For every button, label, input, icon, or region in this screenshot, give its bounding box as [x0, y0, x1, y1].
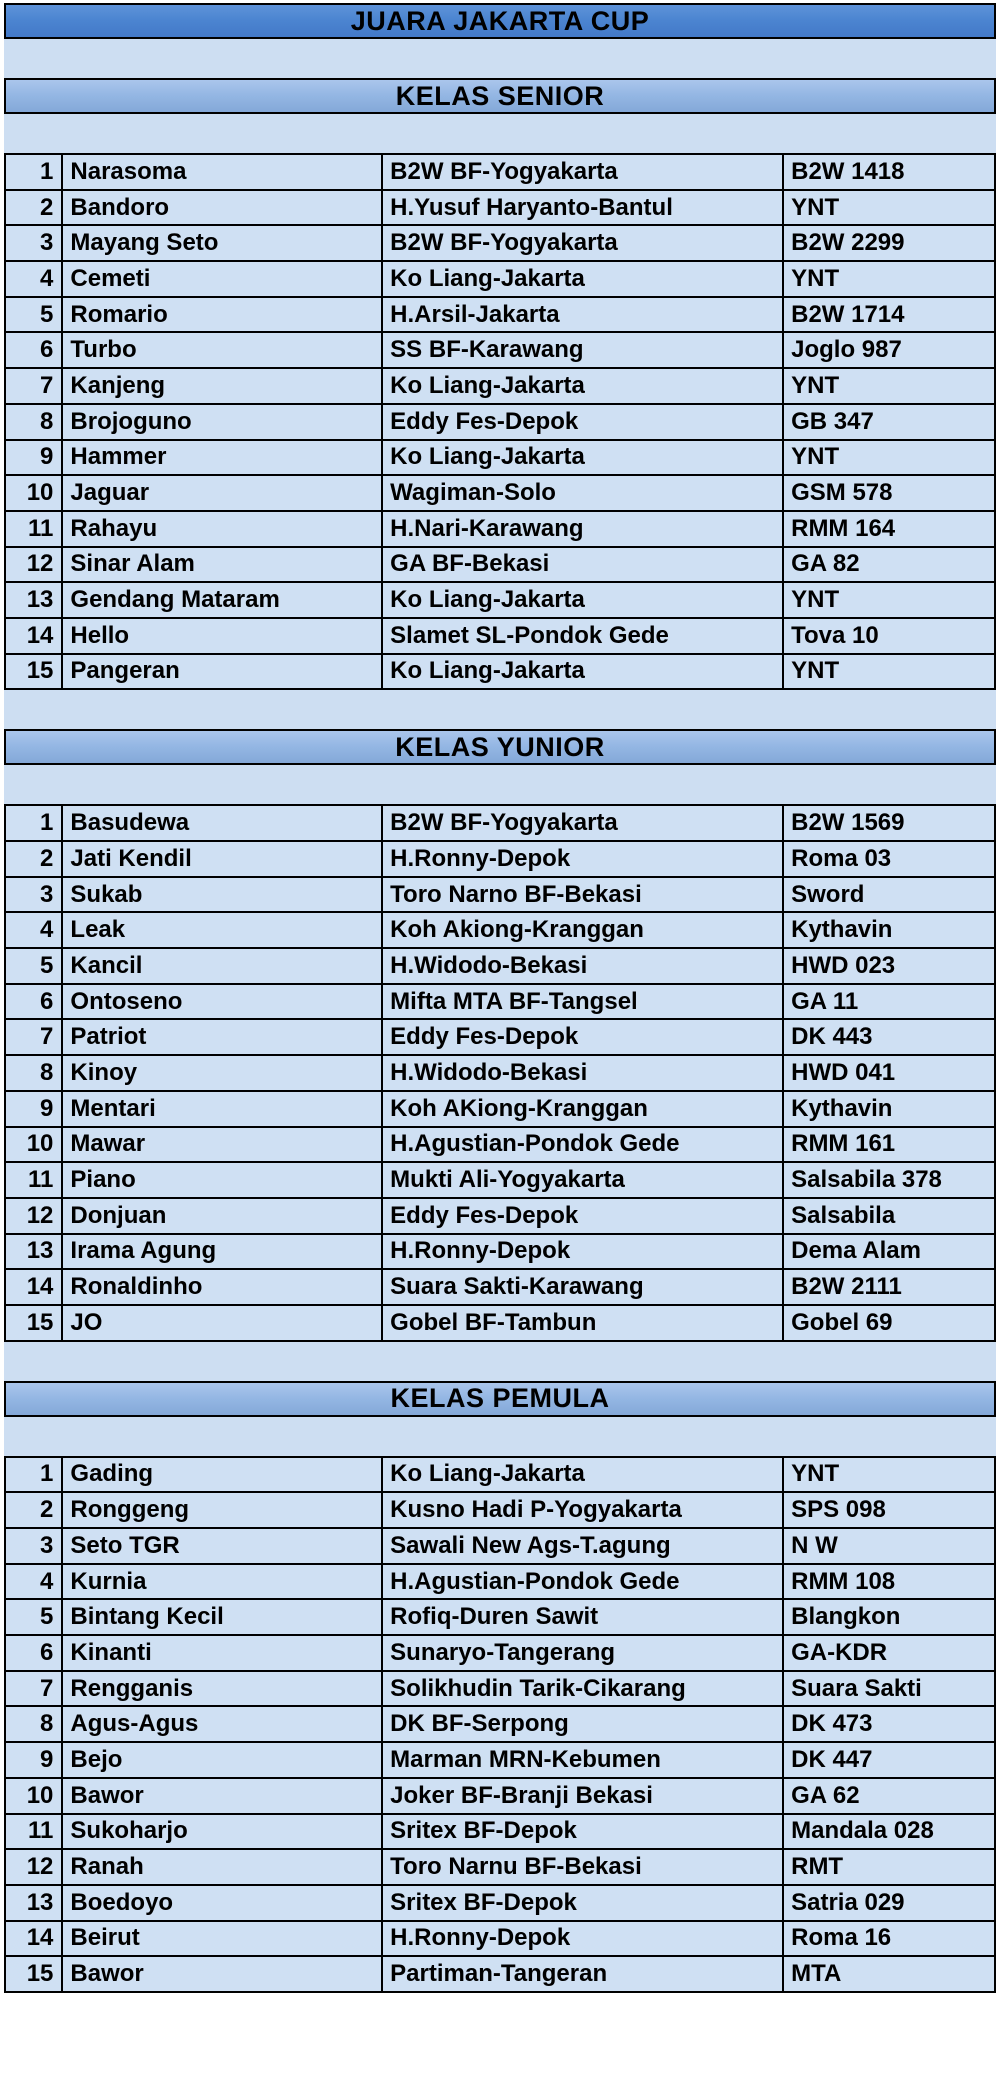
table-row	[5, 297, 995, 333]
rank-cell: 9	[5, 1091, 62, 1127]
rank-cell: 14	[5, 1921, 62, 1957]
rank-cell: 7	[5, 368, 62, 404]
table-row	[5, 368, 995, 404]
team-cell: Kythavin	[783, 912, 995, 948]
owner-cell: B2W BF-Yogyakarta	[382, 805, 783, 841]
rank-cell: 10	[5, 1778, 62, 1814]
name-cell: Hello	[62, 618, 382, 654]
section-yunior	[4, 729, 996, 1341]
rank-cell: 5	[5, 948, 62, 984]
rank-cell: 1	[5, 805, 62, 841]
rank-cell: 12	[5, 1198, 62, 1234]
rank-cell: 3	[5, 877, 62, 913]
table-row	[5, 1055, 995, 1091]
rank-cell: 11	[5, 1814, 62, 1850]
table-row	[5, 1091, 995, 1127]
owner-cell: Marman MRN-Kebumen	[382, 1742, 783, 1778]
table-row	[5, 404, 995, 440]
team-cell: GA-KDR	[783, 1635, 995, 1671]
name-cell: Cemeti	[62, 261, 382, 297]
table-row	[5, 1635, 995, 1671]
table-row	[5, 948, 995, 984]
rank-cell: 8	[5, 404, 62, 440]
name-cell: Kanjeng	[62, 368, 382, 404]
rank-cell: 6	[5, 332, 62, 368]
rank-cell: 9	[5, 440, 62, 476]
pemula-table	[4, 1456, 996, 1993]
name-cell: Rengganis	[62, 1671, 382, 1707]
table-row	[5, 1305, 995, 1341]
name-cell: Sukab	[62, 877, 382, 913]
rank-cell: 14	[5, 1269, 62, 1305]
owner-cell: Solikhudin Tarik-Cikarang	[382, 1671, 783, 1707]
team-cell: Roma 16	[783, 1921, 995, 1957]
team-cell: YNT	[783, 582, 995, 618]
table-row	[5, 1778, 995, 1814]
team-cell: Joglo 987	[783, 332, 995, 368]
rank-cell: 5	[5, 297, 62, 333]
name-cell: Turbo	[62, 332, 382, 368]
owner-cell: Sritex BF-Depok	[382, 1885, 783, 1921]
table-row	[5, 1885, 995, 1921]
table-row	[5, 1019, 995, 1055]
spacer-band	[4, 1342, 996, 1381]
table-row	[5, 1814, 995, 1850]
name-cell: Mayang Seto	[62, 225, 382, 261]
rank-cell: 11	[5, 1162, 62, 1198]
owner-cell: Rofiq-Duren Sawit	[382, 1599, 783, 1635]
table-row	[5, 261, 995, 297]
table-row	[5, 511, 995, 547]
name-cell: Jati Kendil	[62, 841, 382, 877]
rank-cell: 2	[5, 190, 62, 226]
owner-cell: Ko Liang-Jakarta	[382, 261, 783, 297]
owner-cell: Slamet SL-Pondok Gede	[382, 618, 783, 654]
team-cell: RMT	[783, 1849, 995, 1885]
rank-cell: 9	[5, 1742, 62, 1778]
name-cell: Brojoguno	[62, 404, 382, 440]
name-cell: Pangeran	[62, 654, 382, 690]
table-row	[5, 1457, 995, 1493]
rank-cell: 15	[5, 654, 62, 690]
team-cell: HWD 023	[783, 948, 995, 984]
name-cell: Boedoyo	[62, 1885, 382, 1921]
senior-table	[4, 153, 996, 690]
rank-cell: 12	[5, 1849, 62, 1885]
table-row	[5, 190, 995, 226]
section-header-senior: KELAS SENIOR	[4, 78, 996, 114]
table-row	[5, 912, 995, 948]
rank-cell: 1	[5, 154, 62, 190]
owner-cell: H.Ronny-Depok	[382, 1234, 783, 1270]
name-cell: Kinanti	[62, 1635, 382, 1671]
team-cell: Suara Sakti	[783, 1671, 995, 1707]
owner-cell: Ko Liang-Jakarta	[382, 440, 783, 476]
name-cell: Rahayu	[62, 511, 382, 547]
owner-cell: Eddy Fes-Depok	[382, 404, 783, 440]
rank-cell: 13	[5, 1234, 62, 1270]
rank-cell: 5	[5, 1599, 62, 1635]
name-cell: Bandoro	[62, 190, 382, 226]
table-row	[5, 1198, 995, 1234]
name-cell: Bawor	[62, 1778, 382, 1814]
table-row	[5, 440, 995, 476]
owner-cell: B2W BF-Yogyakarta	[382, 154, 783, 190]
section-header-pemula: KELAS PEMULA	[4, 1381, 996, 1417]
table-row	[5, 582, 995, 618]
name-cell: Gading	[62, 1457, 382, 1493]
name-cell: Jaguar	[62, 475, 382, 511]
name-cell: Beirut	[62, 1921, 382, 1957]
rank-cell: 8	[5, 1706, 62, 1742]
table-row	[5, 654, 995, 690]
table-row	[5, 805, 995, 841]
table-row	[5, 618, 995, 654]
team-cell: DK 473	[783, 1706, 995, 1742]
owner-cell: SS BF-Karawang	[382, 332, 783, 368]
rank-cell: 4	[5, 1564, 62, 1600]
name-cell: Sukoharjo	[62, 1814, 382, 1850]
owner-cell: Gobel BF-Tambun	[382, 1305, 783, 1341]
team-cell: GSM 578	[783, 475, 995, 511]
table-row	[5, 841, 995, 877]
rank-cell: 13	[5, 582, 62, 618]
page-title: JUARA JAKARTA CUP	[4, 3, 996, 39]
owner-cell: Ko Liang-Jakarta	[382, 1457, 783, 1493]
team-cell: Blangkon	[783, 1599, 995, 1635]
table-row	[5, 984, 995, 1020]
owner-cell: Toro Narnu BF-Bekasi	[382, 1849, 783, 1885]
rank-cell: 7	[5, 1671, 62, 1707]
spacer-band	[4, 39, 996, 78]
team-cell: YNT	[783, 368, 995, 404]
owner-cell: Koh AKiong-Kranggan	[382, 1091, 783, 1127]
team-cell: Sword	[783, 877, 995, 913]
table-row	[5, 877, 995, 913]
rank-cell: 7	[5, 1019, 62, 1055]
team-cell: DK 447	[783, 1742, 995, 1778]
team-cell: RMM 161	[783, 1127, 995, 1163]
owner-cell: Sunaryo-Tangerang	[382, 1635, 783, 1671]
owner-cell: Joker BF-Branji Bekasi	[382, 1778, 783, 1814]
section-senior	[4, 78, 996, 690]
name-cell: Patriot	[62, 1019, 382, 1055]
rank-cell: 6	[5, 984, 62, 1020]
table-row	[5, 1921, 995, 1957]
owner-cell: H.Ronny-Depok	[382, 841, 783, 877]
rank-cell: 15	[5, 1305, 62, 1341]
team-cell: Gobel 69	[783, 1305, 995, 1341]
rank-cell: 4	[5, 261, 62, 297]
owner-cell: H.Arsil-Jakarta	[382, 297, 783, 333]
table-row	[5, 1564, 995, 1600]
team-cell: Salsabila	[783, 1198, 995, 1234]
name-cell: JO	[62, 1305, 382, 1341]
team-cell: YNT	[783, 654, 995, 690]
owner-cell: H.Agustian-Pondok Gede	[382, 1127, 783, 1163]
team-cell: N W	[783, 1528, 995, 1564]
team-cell: MTA	[783, 1956, 995, 1992]
spacer-band	[4, 690, 996, 729]
rank-cell: 14	[5, 618, 62, 654]
rank-cell: 3	[5, 1528, 62, 1564]
team-cell: B2W 1714	[783, 297, 995, 333]
owner-cell: Mifta MTA BF-Tangsel	[382, 984, 783, 1020]
owner-cell: H.Agustian-Pondok Gede	[382, 1564, 783, 1600]
rank-cell: 4	[5, 912, 62, 948]
table-row	[5, 332, 995, 368]
team-cell: Mandala 028	[783, 1814, 995, 1850]
team-cell: Dema Alam	[783, 1234, 995, 1270]
table-row	[5, 1162, 995, 1198]
rank-cell: 13	[5, 1885, 62, 1921]
owner-cell: Eddy Fes-Depok	[382, 1198, 783, 1234]
owner-cell: DK BF-Serpong	[382, 1706, 783, 1742]
team-cell: DK 443	[783, 1019, 995, 1055]
owner-cell: Koh Akiong-Kranggan	[382, 912, 783, 948]
name-cell: Kancil	[62, 948, 382, 984]
name-cell: Ronaldinho	[62, 1269, 382, 1305]
section-header-yunior: KELAS YUNIOR	[4, 729, 996, 765]
team-cell: RMM 108	[783, 1564, 995, 1600]
rank-cell: 11	[5, 511, 62, 547]
team-cell: YNT	[783, 261, 995, 297]
yunior-table	[4, 804, 996, 1341]
name-cell: Donjuan	[62, 1198, 382, 1234]
owner-cell: Suara Sakti-Karawang	[382, 1269, 783, 1305]
name-cell: Ontoseno	[62, 984, 382, 1020]
rank-cell: 15	[5, 1956, 62, 1992]
table-row	[5, 547, 995, 583]
owner-cell: Kusno Hadi P-Yogyakarta	[382, 1492, 783, 1528]
rank-cell: 12	[5, 547, 62, 583]
table-row	[5, 475, 995, 511]
name-cell: Sinar Alam	[62, 547, 382, 583]
name-cell: Mentari	[62, 1091, 382, 1127]
owner-cell: H.Nari-Karawang	[382, 511, 783, 547]
table-row	[5, 1528, 995, 1564]
team-cell: Tova 10	[783, 618, 995, 654]
team-cell: GB 347	[783, 404, 995, 440]
rank-cell: 2	[5, 841, 62, 877]
rank-cell: 6	[5, 1635, 62, 1671]
name-cell: Kinoy	[62, 1055, 382, 1091]
table-row	[5, 154, 995, 190]
name-cell: Gendang Mataram	[62, 582, 382, 618]
table-row	[5, 1127, 995, 1163]
spacer-band	[4, 1417, 996, 1456]
spacer-band	[4, 765, 996, 804]
team-cell: YNT	[783, 440, 995, 476]
team-cell: B2W 2299	[783, 225, 995, 261]
owner-cell: GA BF-Bekasi	[382, 547, 783, 583]
table-row	[5, 1269, 995, 1305]
team-cell: Salsabila 378	[783, 1162, 995, 1198]
team-cell: B2W 1569	[783, 805, 995, 841]
table-row	[5, 1849, 995, 1885]
owner-cell: H.Yusuf Haryanto-Bantul	[382, 190, 783, 226]
table-row	[5, 1742, 995, 1778]
team-cell: GA 62	[783, 1778, 995, 1814]
team-cell: B2W 2111	[783, 1269, 995, 1305]
name-cell: Bawor	[62, 1956, 382, 1992]
table-row	[5, 1671, 995, 1707]
name-cell: Mawar	[62, 1127, 382, 1163]
name-cell: Piano	[62, 1162, 382, 1198]
owner-cell: H.Widodo-Bekasi	[382, 948, 783, 984]
owner-cell: Ko Liang-Jakarta	[382, 582, 783, 618]
owner-cell: Wagiman-Solo	[382, 475, 783, 511]
name-cell: Kurnia	[62, 1564, 382, 1600]
rank-cell: 3	[5, 225, 62, 261]
section-pemula	[4, 1381, 996, 1993]
team-cell: RMM 164	[783, 511, 995, 547]
owner-cell: H.Widodo-Bekasi	[382, 1055, 783, 1091]
team-cell: SPS 098	[783, 1492, 995, 1528]
owner-cell: Sritex BF-Depok	[382, 1814, 783, 1850]
team-cell: HWD 041	[783, 1055, 995, 1091]
rank-cell: 1	[5, 1457, 62, 1493]
owner-cell: Eddy Fes-Depok	[382, 1019, 783, 1055]
rank-cell: 10	[5, 1127, 62, 1163]
team-cell: Satria 029	[783, 1885, 995, 1921]
name-cell: Irama Agung	[62, 1234, 382, 1270]
name-cell: Ranah	[62, 1849, 382, 1885]
team-cell: YNT	[783, 190, 995, 226]
name-cell: Ronggeng	[62, 1492, 382, 1528]
rank-cell: 8	[5, 1055, 62, 1091]
table-row	[5, 1599, 995, 1635]
owner-cell: Mukti Ali-Yogyakarta	[382, 1162, 783, 1198]
table-row	[5, 225, 995, 261]
name-cell: Basudewa	[62, 805, 382, 841]
team-cell: GA 11	[783, 984, 995, 1020]
spacer-band	[4, 114, 996, 153]
team-cell: GA 82	[783, 547, 995, 583]
team-cell: Kythavin	[783, 1091, 995, 1127]
name-cell: Bintang Kecil	[62, 1599, 382, 1635]
name-cell: Bejo	[62, 1742, 382, 1778]
name-cell: Agus-Agus	[62, 1706, 382, 1742]
owner-cell: Ko Liang-Jakarta	[382, 654, 783, 690]
rank-cell: 10	[5, 475, 62, 511]
name-cell: Leak	[62, 912, 382, 948]
owner-cell: Sawali New Ags-T.agung	[382, 1528, 783, 1564]
team-cell: YNT	[783, 1457, 995, 1493]
name-cell: Hammer	[62, 440, 382, 476]
owner-cell: Ko Liang-Jakarta	[382, 368, 783, 404]
team-cell: B2W 1418	[783, 154, 995, 190]
team-cell: Roma 03	[783, 841, 995, 877]
name-cell: Narasoma	[62, 154, 382, 190]
rank-cell: 2	[5, 1492, 62, 1528]
name-cell: Seto TGR	[62, 1528, 382, 1564]
owner-cell: Toro Narno BF-Bekasi	[382, 877, 783, 913]
owner-cell: H.Ronny-Depok	[382, 1921, 783, 1957]
owner-cell: B2W BF-Yogyakarta	[382, 225, 783, 261]
table-row	[5, 1234, 995, 1270]
table-row	[5, 1492, 995, 1528]
table-row	[5, 1956, 995, 1992]
owner-cell: Partiman-Tangeran	[382, 1956, 783, 1992]
table-row	[5, 1706, 995, 1742]
name-cell: Romario	[62, 297, 382, 333]
